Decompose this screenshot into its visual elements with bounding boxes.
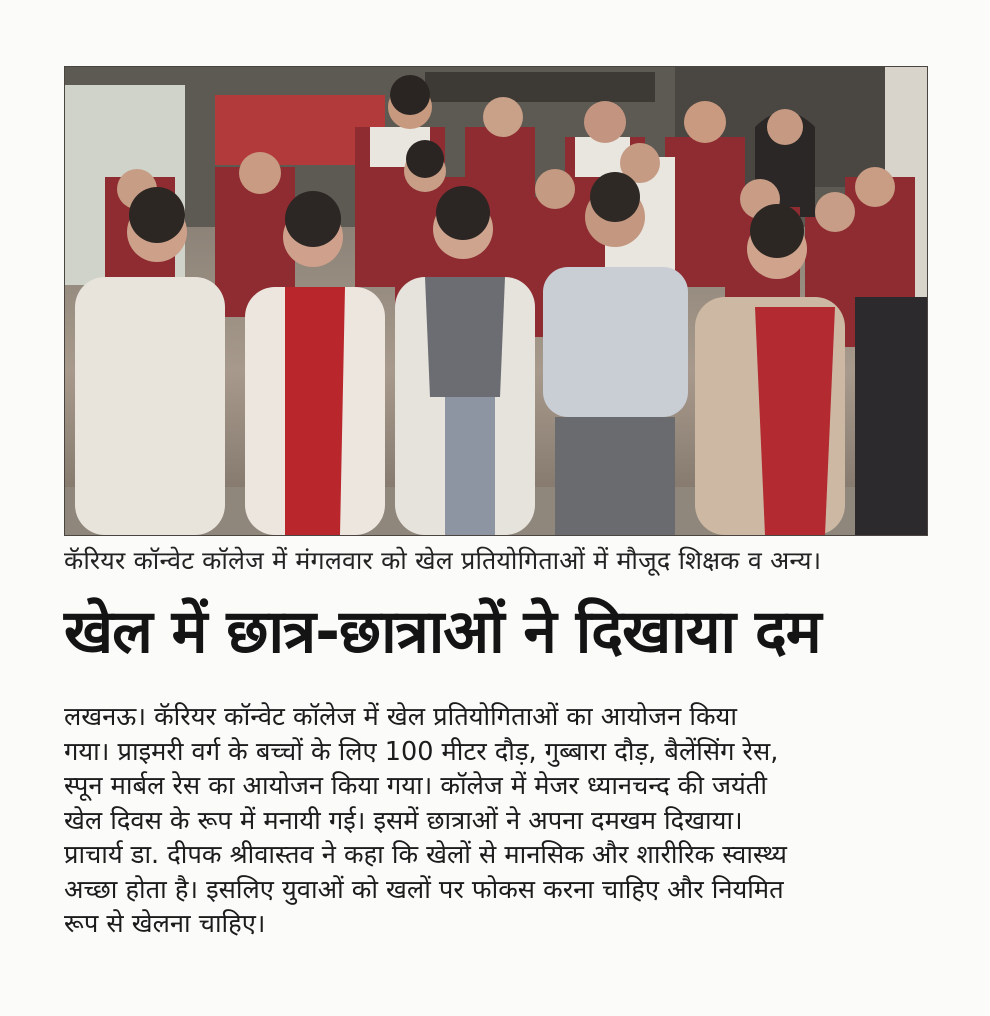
group-photo-illustration [65, 67, 927, 535]
article-body-line: रूप से खेलना चाहिए। [64, 909, 266, 939]
group-photo [64, 66, 928, 536]
article-body-line: गया। प्राइमरी वर्ग के बच्चों के लिए 100 मीटर दौड़, गुब्बारा दौड़, बैलेंसिंग रेस, [64, 736, 779, 767]
article-body-line: लखनऊ। कॅरियर कॉन्वेट कॉलेज में खेल प्रतियोगिताओं का आयोजन किया [64, 702, 737, 732]
photo-caption: कॅरियर कॉन्वेट कॉलेज में मंगलवार को खेल प्रतियोगिताओं में मौजूद शिक्षक व अन्य। [64, 546, 822, 575]
article-body-line: अच्छा होता है। इसलिए युवाओं को खलों पर फोकस करना चाहिए और नियमित [64, 874, 784, 905]
article-body-line: खेल दिवस के रूप में मनायी गई। इसमें छात्राओं ने अपना दमखम दिखाया। [64, 805, 743, 836]
article-body-line: स्पून मार्बल रेस का आयोजन किया गया। कॉलेज में मेजर ध्यानचन्द की जयंती [64, 771, 767, 801]
article-body-line: प्राचार्य डा. दीपक श्रीवास्तव ने कहा कि खेलों से मानसिक और शारीरिक स्वास्थ्य [64, 840, 787, 870]
headline: खेल में छात्र-छात्राओं ने दिखाया दम [64, 597, 821, 667]
article-body [64, 700, 934, 942]
